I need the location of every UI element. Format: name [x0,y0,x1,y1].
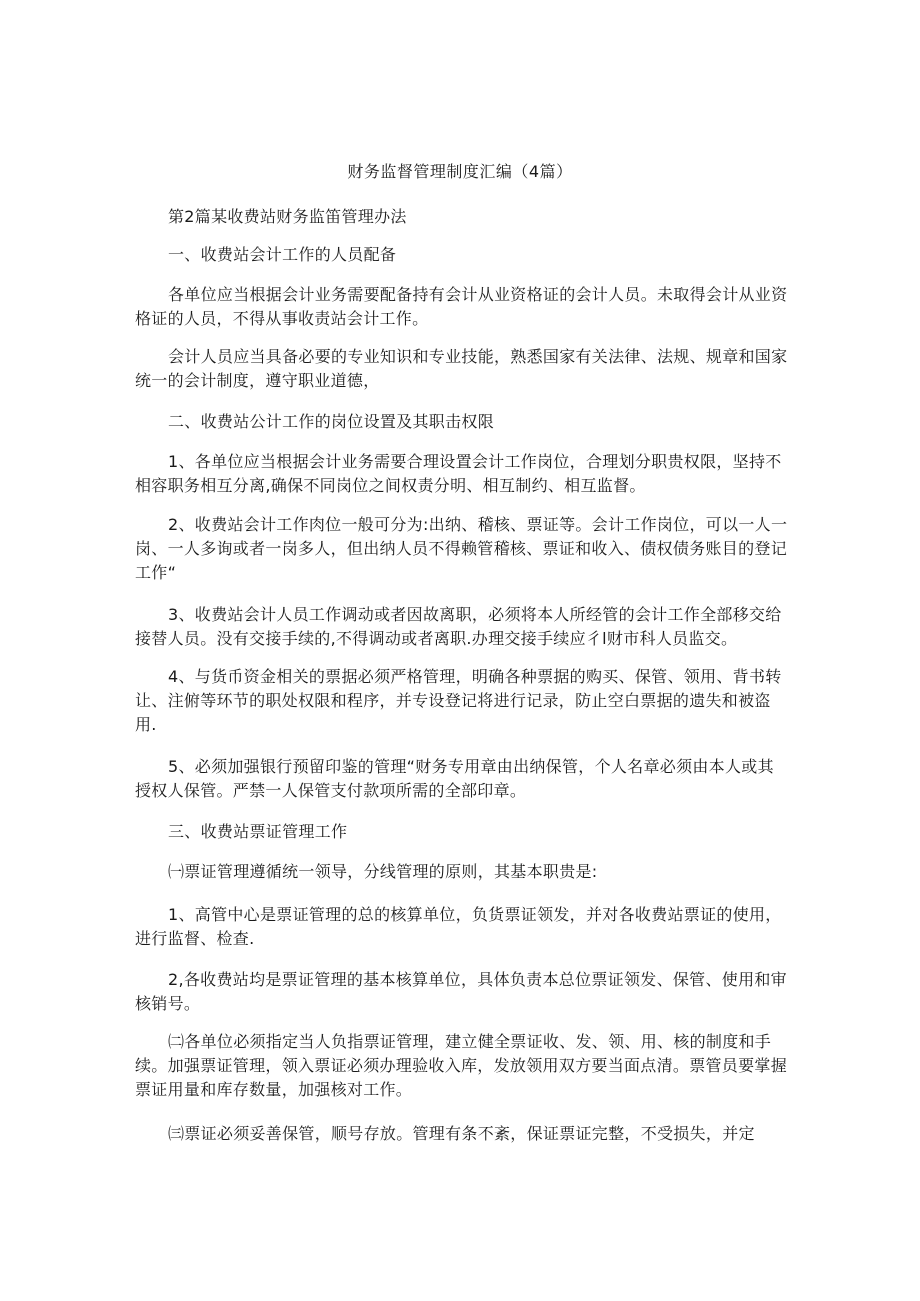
section-heading-2: 二、收费站公计工作的岗位设置及其职击权限 [168,412,495,431]
paragraph-2: 会计人员应当具备必要的专业知识和专业技能，熟悉国家有关法律、法规、规章和国家统一的会计制度，遵守职业道德， [135,347,788,390]
paragraph-9: 1、高管中心是票证管理的总的核算单位，负货票证领发，并对各收费站票证的使用，进行监督、检查. [135,905,782,948]
paragraph-6: 4、与货币资金相关的票据必须严格管理，明确各种票据的购买、保管、领用、背书转让、注俯等环节的职处权限和程序，并专设登记将进行记录，防止空白票据的遗失和被盗用. [135,667,782,734]
paragraph-3: 1、各单位应当根据会计业务需要合理设置会计工作岗位，合理划分职贵权限，坚持不相容职务相互分离,确保不同岗位之间权责分明、相互制约、相互监督。 [135,452,782,495]
paragraph-12: ㈢票证必须妥善保管，顺号存放。管理有条不紊，保证票证完整，不受损失，并定 [168,1124,755,1143]
paragraph-7: 5、必须加强银行预留印鉴的管理“财务专用章由出纳保管，个人名章必须由本人或其授权人保管。严禁一人保管支付款项所需的全部印章。 [135,757,774,800]
paragraph-1: 各单位应当根据会计业务需要配备持有会计从业资格证的会计人员。未取得会计从业资格证的人员，不得从事收责站会计工作。 [135,285,788,328]
paragraph-5: 3、收费站会计人员工作调动或者因故离职，必须将本人所经管的会计工作全部移交给接替人员。没有交接手续的,不得调动或者离职.办理交接手续应彳l财市科人员监交。 [135,605,782,648]
paragraph-8: ㈠票证管理遵循统一领导，分线管理的原则，其基本职贵是: [168,862,598,881]
section-heading-3: 三、收费站票证管理工作 [168,822,348,841]
paragraph-4: 2、收费站会计工作肉位一般可分为:出纳、稽核、票证等。会计工作岗位，可以一人一岗、一人多询或者一岗多人，但出纳人员不得赖管稽核、票证和收入、债权债务账目的登记工作“ [135,515,788,582]
document-title: 财务监督管理制度汇编（4篇） [347,162,573,181]
section-heading-1: 一、收费站会计工作的人员配备 [168,245,397,264]
paragraph-11: ㈡各单位必须指定当人负指票证管理，建立健全票证收、发、领、用、核的制度和手续。加强票证管理，领入票证必须办理验收入库，发放领用双方要当面点清。票管员要掌握票证用量和库存数量，加强核对工作。 [135,1032,788,1099]
paragraph-10: 2,各收费站均是票证管理的基本核算单位，具体负责本总位票证领发、保管、使用和审核销号。 [135,970,787,1013]
section-heading-chapter-2: 第2篇某收费站财务监笛管理办法 [168,207,407,226]
